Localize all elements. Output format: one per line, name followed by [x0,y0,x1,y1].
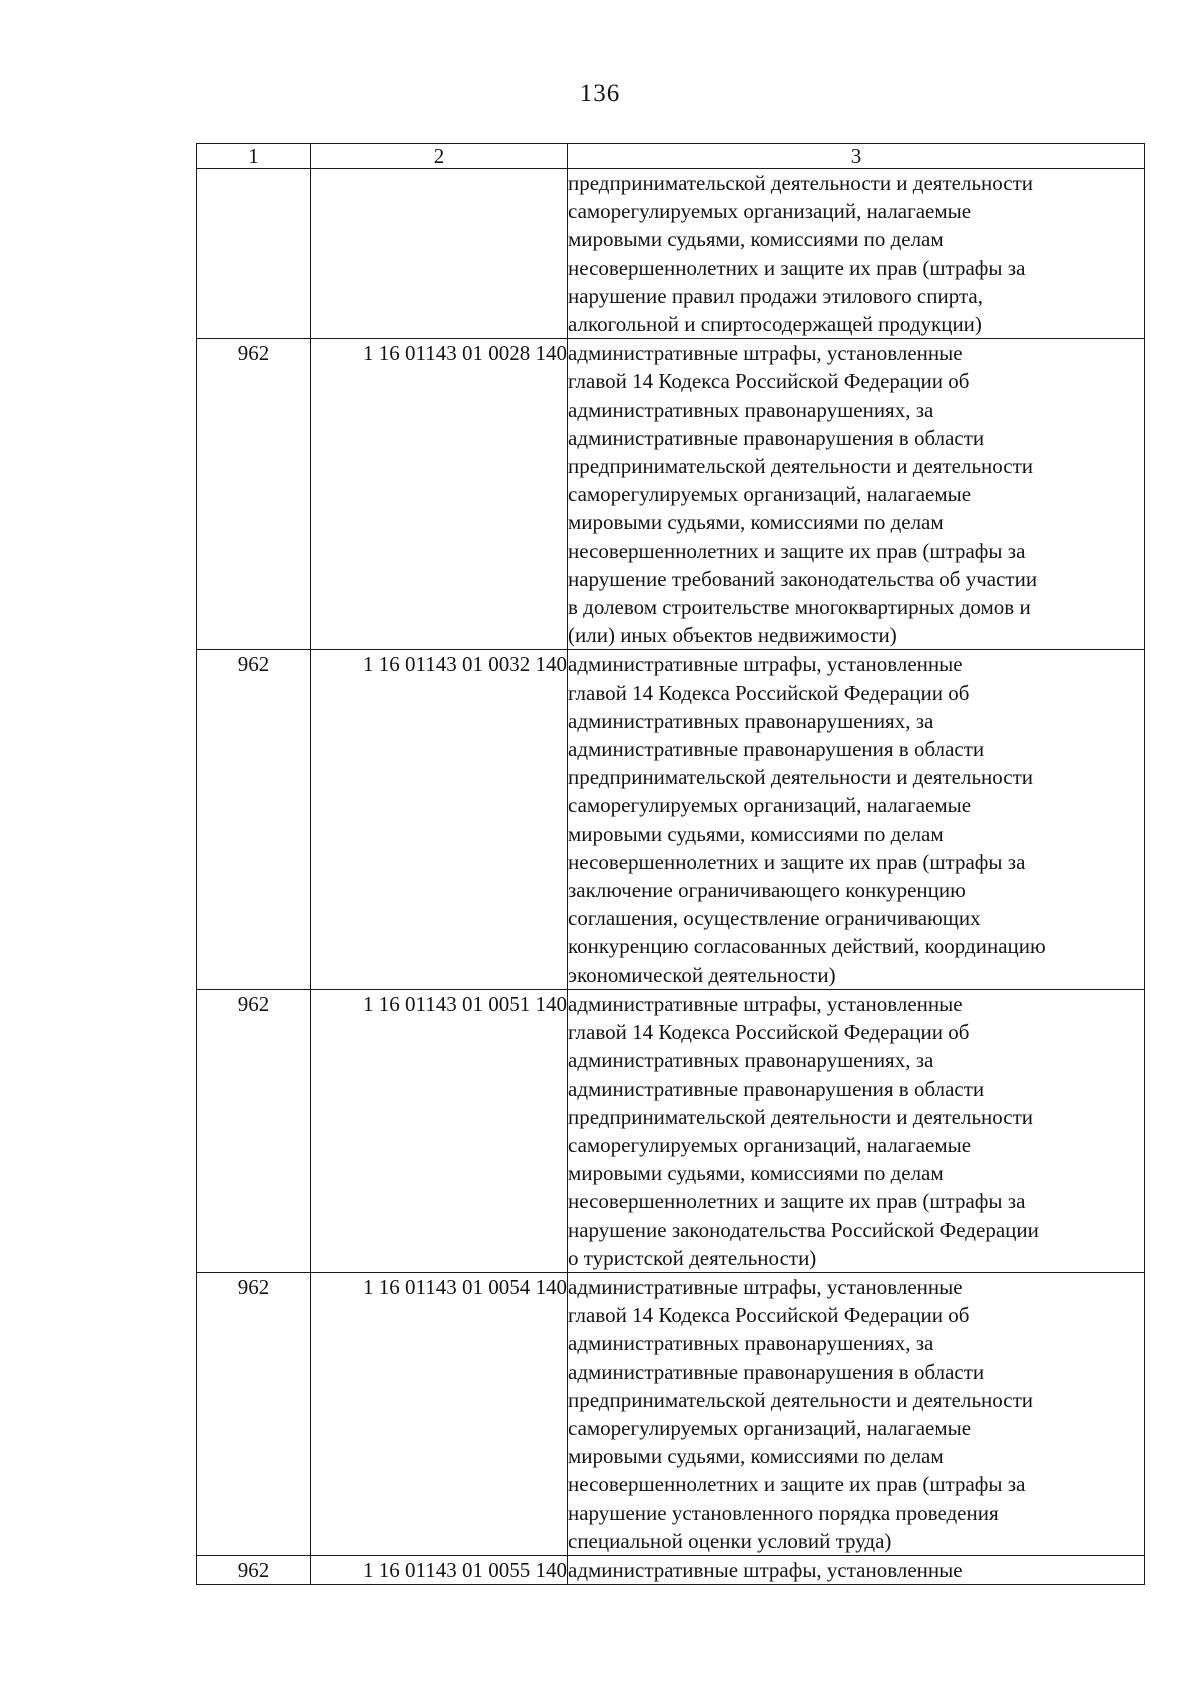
description-line: мировыми судьями, комиссиями по делам [568,1161,944,1186]
description-line: предпринимательской деятельности и деятельности [568,1387,1034,1412]
table-row [197,169,1145,339]
description-line: в долевом строительстве многоквартирных домов и [568,595,1031,620]
description-line: административные правонарушения в области [568,425,985,450]
description-line: административных правонарушениях, за [568,1331,934,1356]
table-row [197,339,1145,650]
budget-code-cell: 1 16 01143 01 0028 140 [311,339,568,650]
description-line: о туристской деятельности) [568,1245,817,1270]
description-line: административных правонарушениях, за [568,1048,934,1073]
description-line: административные штрафы, установленные [568,652,963,677]
description-line: мировыми судьями, комиссиями по делам [568,821,944,846]
description-cell [568,650,1145,989]
description-line: (или) иных объектов недвижимости) [568,623,897,648]
page-number: 136 [579,80,621,107]
budget-codes-table [196,143,1145,1585]
budget-code-cell: 1 16 01143 01 0054 140 [311,1272,568,1555]
description-line: предпринимательской деятельности и деятельности [568,765,1034,790]
description-line: несовершеннолетних и защите их прав (штрафы за [568,1472,1026,1497]
description-line: саморегулируемых организаций, налагаемые [568,482,972,507]
description-line: нарушение требований законодательства об участии [568,566,1038,591]
description-line: главой 14 Кодекса Российской Федерации об [568,1303,970,1328]
description-cell [568,1272,1145,1555]
description-line: экономической деятельности) [568,962,836,987]
description-line: административных правонарушениях, за [568,708,934,733]
description-line: конкуренцию согласованных действий, координацию [568,934,1046,959]
description-line: административные правонарушения в области [568,737,985,762]
admin-code-cell [197,169,311,339]
description-line: административные штрафы, установленные [568,341,963,366]
admin-code-cell: 962 [197,989,311,1272]
admin-code-cell: 962 [197,1555,311,1584]
description-line: мировыми судьями, комиссиями по делам [568,227,944,252]
description-cell [568,989,1145,1272]
description-line: главой 14 Кодекса Российской Федерации об [568,1020,970,1045]
table-row [197,1272,1145,1555]
table-body [197,169,1145,1585]
column-header-2: 2 [311,144,568,169]
description-cell [568,169,1145,339]
budget-code-cell: 1 16 01143 01 0055 140 [311,1555,568,1584]
description-line: административные штрафы, установленные [568,991,963,1016]
description-line: административные штрафы, установленные [568,1557,963,1582]
description-line: административные штрафы, установленные [568,1274,963,1299]
budget-code-cell: 1 16 01143 01 0051 140 [311,989,568,1272]
description-line: главой 14 Кодекса Российской Федерации об [568,680,970,705]
admin-code-cell: 962 [197,1272,311,1555]
admin-code-cell: 962 [197,339,311,650]
description-line: мировыми судьями, комиссиями по делам [568,510,944,535]
description-line: нарушение законодательства Российской Федерации [568,1217,1039,1242]
description-line: саморегулируемых организаций, налагаемые [568,1132,972,1157]
description-line: несовершеннолетних и защите их прав (штрафы за [568,849,1026,874]
description-line: главой 14 Кодекса Российской Федерации об [568,369,970,394]
description-line: саморегулируемых организаций, налагаемые [568,793,972,818]
description-line: мировыми судьями, комиссиями по делам [568,1444,944,1469]
description-line: предпринимательской деятельности и деятельности [568,454,1034,479]
column-header-1: 1 [197,144,311,169]
description-line: предпринимательской деятельности и деятельности [568,171,1034,195]
description-line: несовершеннолетних и защите их прав (штрафы за [568,538,1026,563]
description-line: нарушение установленного порядка проведения [568,1500,999,1525]
description-line: саморегулируемых организаций, налагаемые [568,1415,972,1440]
description-line: саморегулируемых организаций, налагаемые [568,199,972,224]
table-header-row [197,144,1145,169]
description-line: административных правонарушениях, за [568,397,934,422]
description-line: несовершеннолетних и защите их прав (штрафы за [568,1189,1026,1214]
budget-code-cell: 1 16 01143 01 0032 140 [311,650,568,989]
description-line: административные правонарушения в области [568,1076,985,1101]
description-line: соглашения, осуществление ограничивающих [568,906,981,931]
description-cell [568,1555,1145,1584]
table-row [197,989,1145,1272]
description-line: алкогольной и спиртосодержащей продукции) [568,312,982,337]
table-row [197,650,1145,989]
admin-code-cell: 962 [197,650,311,989]
description-line: заключение ограничивающего конкуренцию [568,878,966,903]
description-line: нарушение правил продажи этилового спирта, [568,283,983,308]
budget-code-cell [311,169,568,339]
column-header-3: 3 [568,144,1145,169]
description-line: предпринимательской деятельности и деятельности [568,1104,1034,1129]
description-line: административные правонарушения в области [568,1359,985,1384]
description-line: специальной оценки условий труда) [568,1528,892,1553]
description-line: несовершеннолетних и защите их прав (штрафы за [568,255,1026,280]
description-cell [568,339,1145,650]
table-row [197,1555,1145,1584]
